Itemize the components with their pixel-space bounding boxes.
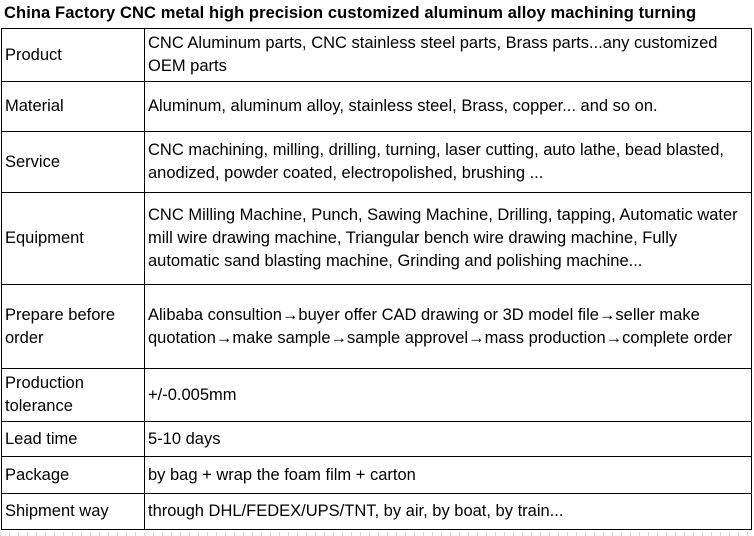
row-label: Lead time — [2, 422, 145, 457]
row-label: Equipment — [2, 193, 145, 285]
row-value: through DHL/FEDEX/UPS/TNT, by air, by boat, by train... — [145, 494, 752, 530]
table-row-equipment — [2, 193, 752, 285]
row-value: Aluminum, aluminum alloy, stainless steel, Brass, copper... and so on. — [145, 82, 752, 132]
table-row-product — [2, 29, 752, 82]
row-value: 5-10 days — [145, 422, 752, 457]
row-value: by bag + wrap the foam film + carton — [145, 457, 752, 494]
row-label: Material — [2, 82, 145, 132]
table-row-service — [2, 132, 752, 193]
table-row-package — [2, 457, 752, 494]
table-row-prepare-before-order — [2, 285, 752, 369]
row-label: Prepare before order — [2, 285, 145, 369]
table-row-material — [2, 82, 752, 132]
table-row-lead-time — [2, 422, 752, 457]
row-label: Product — [2, 29, 145, 82]
row-value: CNC machining, milling, drilling, turning, laser cutting, auto lathe, bead blasted, anodized, powder coated, electropolished, brushing ... — [145, 132, 752, 193]
row-label: Package — [2, 457, 145, 494]
row-label: Service — [2, 132, 145, 193]
row-value: CNC Milling Machine, Punch, Sawing Machine, Drilling, tapping, Automatic water mill wire drawing machine, Triangular bench wire drawing machine, Fully automatic sand blasting machine, Grinding and polishing machine... — [145, 193, 752, 285]
page-title: China Factory CNC metal high precision customized aluminum alloy machining turning — [4, 4, 697, 22]
row-value: +/-0.005mm — [145, 369, 752, 422]
row-label: Shipment way — [2, 494, 145, 530]
row-label: Production tolerance — [2, 369, 145, 422]
bottom-gridline-edge — [0, 532, 754, 536]
spec-table — [1, 28, 752, 530]
row-value: Alibaba consultion→buyer offer CAD drawing or 3D model file→seller make quotation→make sample→sample approvel→mass production→complete order — [145, 285, 752, 369]
table-row-production-tolerance — [2, 369, 752, 422]
table-row-shipment-way — [2, 494, 752, 530]
row-value: CNC Aluminum parts, CNC stainless steel parts, Brass parts...any customized OEM parts — [145, 29, 752, 82]
